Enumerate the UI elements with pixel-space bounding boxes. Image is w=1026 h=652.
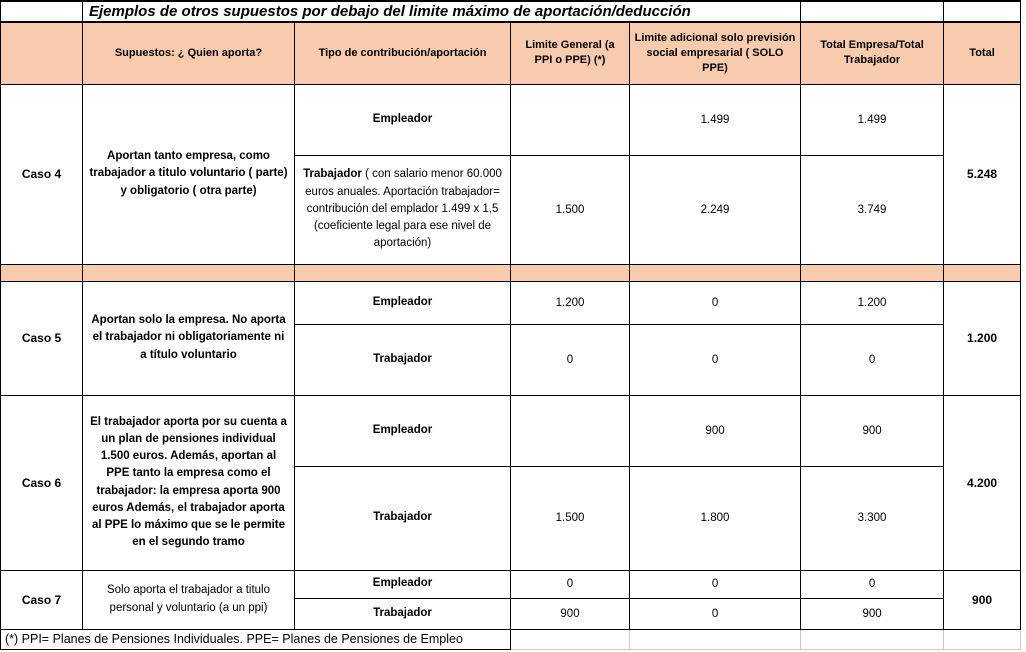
footer-empty-cell [944,629,1021,649]
supuesto-cell: Aportan solo la empresa. No aporta el trabajador ni obligatoriamente ni a título voluntario [83,281,295,395]
title-empty-cell [944,1,1021,22]
footer-empty-cell [801,629,944,649]
limite-general-cell [511,84,630,155]
tipo-cell [295,466,511,570]
limite-general-cell: 0 [511,570,630,598]
tipo-label: Empleador [372,423,433,436]
caso-total-cell: 4.200 [944,395,1021,570]
caso-total-cell: 900 [944,570,1021,629]
title-row [1,1,1021,22]
limite-adicional-cell: 0 [630,281,801,324]
limite-adicional-cell: 2.249 [630,155,801,264]
caso-label: Caso 5 [1,281,83,395]
caso-total-cell: 1.200 [944,281,1021,395]
supuesto-cell: Aportan tanto empresa, como trabajador a titulo voluntario ( parte) y obligatorio ( otra parte) [83,84,295,264]
limite-general-cell: 900 [511,598,630,629]
footer-row [1,629,1021,649]
total-fila-cell: 3.300 [801,466,944,570]
total-fila-cell: 900 [801,598,944,629]
limite-adicional-cell: 1.800 [630,466,801,570]
total-fila-cell: 900 [801,395,944,466]
footer-empty-cell [511,629,630,649]
tipo-label: Trabajador [373,606,432,619]
tipo-label: Empleador [372,295,433,308]
tipo-cell [295,570,511,598]
header-cell-tipo: Tipo de contribución/aportación [295,22,511,84]
limite-general-cell: 0 [511,324,630,395]
caso-label: Caso 6 [1,395,83,570]
tipo-cell [295,324,511,395]
limite-general-cell: 1.500 [511,155,630,264]
header-row [1,22,1021,84]
header-cell-total: Total [944,22,1021,84]
tipo-cell [295,281,511,324]
limite-adicional-cell: 0 [630,598,801,629]
tipo-cell [295,395,511,466]
title-empty-cell [801,1,944,22]
total-fila-cell: 0 [801,570,944,598]
supuesto-cell: El trabajador aporta por su cuenta a un plan de pensiones individual 1.500 euros. Además, aportan al PPE tanto la empresa como el trabajador: la empresa aporta 900 euros Además, el trabajador aporta al PPE lo máximo que se le permite en el segundo tramo [83,395,295,570]
tipo-label: Trabajador [373,352,432,365]
corner-cell [1,1,83,22]
table-row-caso4-empleador [1,84,1021,155]
caso-label: Caso 4 [1,84,83,264]
tipo-cell [295,84,511,155]
page-title: Ejemplos de otros supuestos por debajo del limite máximo de aportación/deducción [83,1,801,22]
tipo-label: Empleador [372,112,433,125]
limite-adicional-cell: 1.499 [630,84,801,155]
tipo-detail: ( con salario menor 60.000 euros anuales. Aportación trabajador= contribución del emplador 1.499 x 1,5 (coeficiente legal para ese nivel de aportación) [305,168,502,250]
limite-general-cell: 1.500 [511,466,630,570]
total-fila-cell: 0 [801,324,944,395]
table-row-caso6-empleador [1,395,1021,466]
supuesto-cell: Solo aporta el trabajador a titulo personal y voluntario (a un ppi) [83,570,295,629]
limite-adicional-cell: 900 [630,395,801,466]
header-cell-caso [1,22,83,84]
tipo-label: Trabajador [373,511,432,524]
limite-adicional-cell: 0 [630,324,801,395]
tipo-label: Empleador [372,577,433,590]
limite-adicional-cell: 0 [630,570,801,598]
limite-general-cell: 1.200 [511,281,630,324]
caso-label: Caso 7 [1,570,83,629]
limite-general-cell [511,395,630,466]
footnote: (*) PPI= Planes de Pensiones Individuales. PPE= Planes de Pensiones de Empleo [1,629,511,649]
header-cell-limite-general: Limite General (a PPI o PPE) (*) [511,22,630,84]
total-fila-cell: 1.499 [801,84,944,155]
table-row-caso5-empleador [1,281,1021,324]
total-fila-cell: 3.749 [801,155,944,264]
header-cell-supuestos: Supuestos: ¿ Quien aporta? [83,22,295,84]
total-fila-cell: 1.200 [801,281,944,324]
spacer-row [1,264,1021,281]
tipo-cell [295,598,511,629]
header-cell-total-empresa-trabajador: Total Empresa/Total Trabajador [801,22,944,84]
tipo-label: Trabajador [303,168,362,181]
tipo-cell [295,155,511,264]
header-cell-limite-adicional: Limite adicional solo previsión social empresarial ( SOLO PPE) [630,22,801,84]
footer-empty-cell [630,629,801,649]
table-row-caso7-empleador [1,570,1021,598]
caso-total-cell: 5.248 [944,84,1021,264]
